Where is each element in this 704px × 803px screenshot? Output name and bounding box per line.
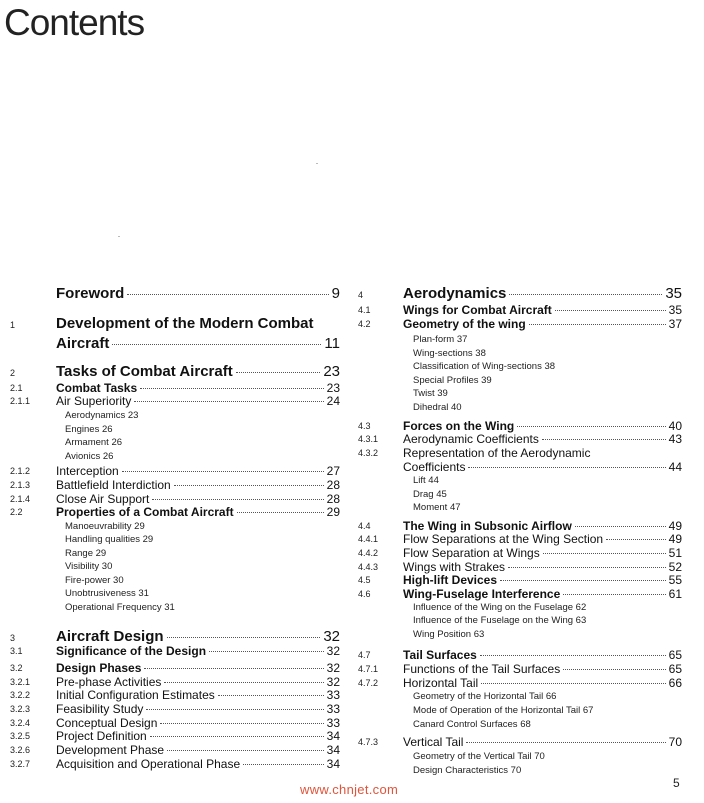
toc-label: Properties of a Combat Aircraft [56, 505, 234, 519]
toc-page-number: 37 [668, 317, 682, 331]
toc-number: 3 [10, 633, 16, 643]
toc-subentry-label: Special Profiles 39 [413, 375, 492, 386]
toc-page-number: 23 [323, 363, 340, 380]
toc-label: Close Air Support [56, 492, 150, 506]
toc-subentry-label: Wing-sections 38 [413, 348, 486, 359]
dot-leader [140, 387, 324, 389]
toc-page-number: 28 [326, 492, 340, 506]
scan-speck [118, 236, 120, 237]
toc-page-number: 24 [326, 394, 340, 408]
dot-leader [563, 593, 665, 595]
toc-subentry-label: Design Characteristics 70 [413, 765, 522, 776]
toc-number: 3.1 [10, 646, 23, 656]
toc-page-number: 33 [326, 688, 340, 702]
watermark: www.chnjet.com [300, 782, 399, 797]
toc-subentry-label: Mode of Operation of the Horizontal Tail 67 [413, 705, 594, 716]
toc-label: Aerodynamic Coefficients [403, 432, 539, 446]
toc-label: Design Phases [56, 661, 142, 675]
dot-leader [481, 682, 665, 684]
toc-subentry-label: Canard Control Surfaces 68 [413, 719, 531, 730]
toc-page-number: 23 [326, 381, 340, 395]
toc-label: Representation of the Aerodynamic [403, 446, 591, 460]
toc-subentry-label: Plan-form 37 [413, 334, 468, 345]
toc-label: The Wing in Subsonic Airflow [403, 519, 572, 533]
page-title: Contents [4, 2, 145, 43]
toc-subentry-label: Range 29 [65, 548, 107, 559]
dot-leader [167, 749, 324, 751]
toc-label: Acquisition and Operational Phase [56, 757, 241, 771]
toc-page-number: 49 [668, 532, 682, 546]
toc-label: Combat Tasks [56, 381, 138, 395]
dot-leader [529, 323, 666, 325]
dot-leader [466, 741, 665, 743]
toc-page-number: 43 [668, 432, 682, 446]
toc-number: 4.3.2 [358, 448, 379, 458]
toc-label: Tail Surfaces [403, 648, 477, 662]
toc-number: 3.2.4 [10, 718, 31, 728]
toc-page-number: 32 [323, 628, 340, 645]
dot-leader [243, 763, 324, 765]
toc-label: Air Superiority [56, 394, 132, 408]
toc-number: 1 [10, 320, 16, 330]
dot-leader [134, 400, 323, 402]
toc-number: 2.1.4 [10, 494, 31, 504]
dot-leader [164, 681, 323, 683]
dot-leader [606, 538, 666, 540]
toc-number: 2.1 [10, 383, 23, 393]
toc-number: 4.7.1 [358, 664, 379, 674]
toc-page-number: 33 [326, 702, 340, 716]
toc-label: Feasibility Study [56, 702, 144, 716]
toc-number: 2 [10, 368, 16, 378]
dot-leader [500, 579, 666, 581]
dot-leader [218, 694, 324, 696]
toc-label: Wing-Fuselage Interference [403, 587, 561, 601]
toc-number: 3.2.3 [10, 704, 31, 714]
toc-subentry-label: Armament 26 [65, 437, 123, 448]
toc-page-number: 65 [668, 648, 682, 662]
dot-leader [542, 438, 666, 440]
toc-label: Tasks of Combat Aircraft [56, 363, 233, 380]
toc-label: Horizontal Tail [403, 676, 479, 690]
toc-number: 3.2 [10, 663, 23, 673]
dot-leader [555, 309, 666, 311]
toc-number: 4.2 [358, 319, 371, 329]
toc-page-number: 28 [326, 478, 340, 492]
dot-leader [543, 552, 666, 554]
dot-leader [127, 293, 328, 295]
toc-subentry-label: Lift 44 [413, 475, 439, 486]
page-number: 5 [673, 776, 680, 790]
toc-label: Aerodynamics [403, 285, 507, 302]
toc-page-number: 49 [668, 519, 682, 533]
toc-page-number: 32 [326, 661, 340, 675]
toc-page-number: 34 [326, 743, 340, 757]
dot-leader [480, 654, 666, 656]
toc-label: Forces on the Wing [403, 419, 515, 433]
toc-number: 4.4.3 [358, 562, 379, 572]
toc-page-number: 51 [668, 546, 682, 560]
toc-subentry-label: Influence of the Fuselage on the Wing 63 [413, 615, 587, 626]
toc-page-number: 11 [324, 335, 340, 352]
toc-subentry-label: Influence of the Wing on the Fuselage 62 [413, 602, 587, 613]
toc-number: 2.1.1 [10, 396, 31, 406]
toc-label: Development of the Modern Combat [56, 315, 314, 332]
toc-page-number: 44 [668, 460, 682, 474]
toc-number: 2.1.3 [10, 480, 31, 490]
toc-label: Functions of the Tail Surfaces [403, 662, 561, 676]
toc-number: 3.2.1 [10, 677, 31, 687]
toc-subentry-label: Engines 26 [65, 424, 113, 435]
dot-leader [146, 708, 323, 710]
toc-number: 4.6 [358, 589, 371, 599]
toc-page-number: 33 [326, 716, 340, 730]
toc-label: Battlefield Interdiction [56, 478, 171, 492]
toc-label: Flow Separations at the Wing Section [403, 532, 604, 546]
toc-number: 4.4 [358, 521, 371, 531]
toc-subentry-label: Drag 45 [413, 489, 447, 500]
toc-number: 4 [358, 290, 364, 300]
toc-number: 4.4.1 [358, 534, 379, 544]
toc-page-number: 32 [326, 644, 340, 658]
toc-page-number: 70 [668, 735, 682, 749]
dot-leader [563, 668, 665, 670]
toc-page-number: 9 [331, 285, 340, 302]
toc-number: 4.5 [358, 575, 371, 585]
toc-subentry-label: Visibility 30 [65, 561, 113, 572]
toc-label: Initial Configuration Estimates [56, 688, 215, 702]
dot-leader [150, 735, 324, 737]
toc-page-number: 61 [668, 587, 682, 601]
toc-page-number: 35 [665, 285, 682, 302]
toc-label: Project Definition [56, 729, 147, 743]
toc-number: 3.2.2 [10, 690, 31, 700]
toc-subentry-label: Wing Position 63 [413, 629, 485, 640]
toc-subentry-label: Manoeuvrability 29 [65, 521, 145, 532]
toc-page-number: 32 [326, 675, 340, 689]
toc-label: Development Phase [56, 743, 165, 757]
toc-label: Foreword [56, 285, 125, 302]
toc-page-number: 65 [668, 662, 682, 676]
toc-page-number: 29 [326, 505, 340, 519]
toc-label: Wings with Strakes [403, 560, 506, 574]
toc-subentry-label: Handling qualities 29 [65, 534, 154, 545]
dot-leader [237, 511, 324, 513]
toc-page-number: 52 [668, 560, 682, 574]
dot-leader [509, 293, 662, 295]
toc-subentry-label: Unobtrusiveness 31 [65, 588, 149, 599]
toc-page-number: 35 [668, 303, 682, 317]
toc-page-number: 40 [668, 419, 682, 433]
dot-leader [575, 525, 666, 527]
toc-subentry-label: Classification of Wing-sections 38 [413, 361, 556, 372]
dot-leader [160, 722, 323, 724]
dot-leader [112, 343, 321, 345]
toc-page-number: 34 [326, 757, 340, 771]
toc-number: 2.1.2 [10, 466, 31, 476]
toc-number: 3.2.5 [10, 731, 31, 741]
toc-number: 3.2.6 [10, 745, 31, 755]
toc-label: Vertical Tail [403, 735, 464, 749]
dot-leader [468, 466, 665, 468]
toc-subentry-label: Aerodynamics 23 [65, 410, 139, 421]
toc-subentry-label: Twist 39 [413, 388, 448, 399]
toc-number: 4.7.2 [358, 678, 379, 688]
toc-number: 4.7 [358, 650, 371, 660]
toc-subentry-label: Avionics 26 [65, 451, 114, 462]
toc-number: 4.4.2 [358, 548, 379, 558]
toc-page-number: 66 [668, 676, 682, 690]
toc-label-continued: Aircraft [56, 335, 110, 352]
toc-label: Geometry of the wing [403, 317, 526, 331]
toc-page-number: 55 [668, 573, 682, 587]
dot-leader [167, 636, 321, 638]
toc-number: 4.7.3 [358, 737, 379, 747]
toc-page-number: 27 [326, 464, 340, 478]
toc-subentry-label: Fire-power 30 [65, 575, 124, 586]
toc-subentry-label: Geometry of the Horizontal Tail 66 [413, 691, 557, 702]
toc-label: Conceptual Design [56, 716, 158, 730]
toc-label: Pre-phase Activities [56, 675, 162, 689]
dot-leader [209, 650, 324, 652]
dot-leader [174, 484, 324, 486]
toc-label: High-lift Devices [403, 573, 498, 587]
toc-label: Interception [56, 464, 119, 478]
toc-subentry-label: Moment 47 [413, 502, 461, 513]
toc-number: 3.2.7 [10, 759, 31, 769]
scan-speck [316, 163, 318, 164]
dot-leader [508, 566, 666, 568]
dot-leader [236, 371, 321, 373]
toc-number: 4.3.1 [358, 434, 379, 444]
toc-label-continued: Coefficients [403, 460, 466, 474]
toc-subentry-label: Operational Frequency 31 [65, 602, 175, 613]
toc-subentry-label: Dihedral 40 [413, 402, 462, 413]
toc-label: Aircraft Design [56, 628, 164, 645]
toc-page-number: 34 [326, 729, 340, 743]
toc-label: Wings for Combat Aircraft [403, 303, 552, 317]
toc-label: Significance of the Design [56, 644, 207, 658]
toc-number: 4.1 [358, 305, 371, 315]
toc-subentry-label: Geometry of the Vertical Tail 70 [413, 751, 545, 762]
toc-number: 2.2 [10, 507, 23, 517]
dot-leader [517, 425, 665, 427]
toc-number: 4.3 [358, 421, 371, 431]
dot-leader [122, 470, 324, 472]
dot-leader [152, 498, 323, 500]
toc-label: Flow Separation at Wings [403, 546, 540, 560]
dot-leader [144, 667, 323, 669]
